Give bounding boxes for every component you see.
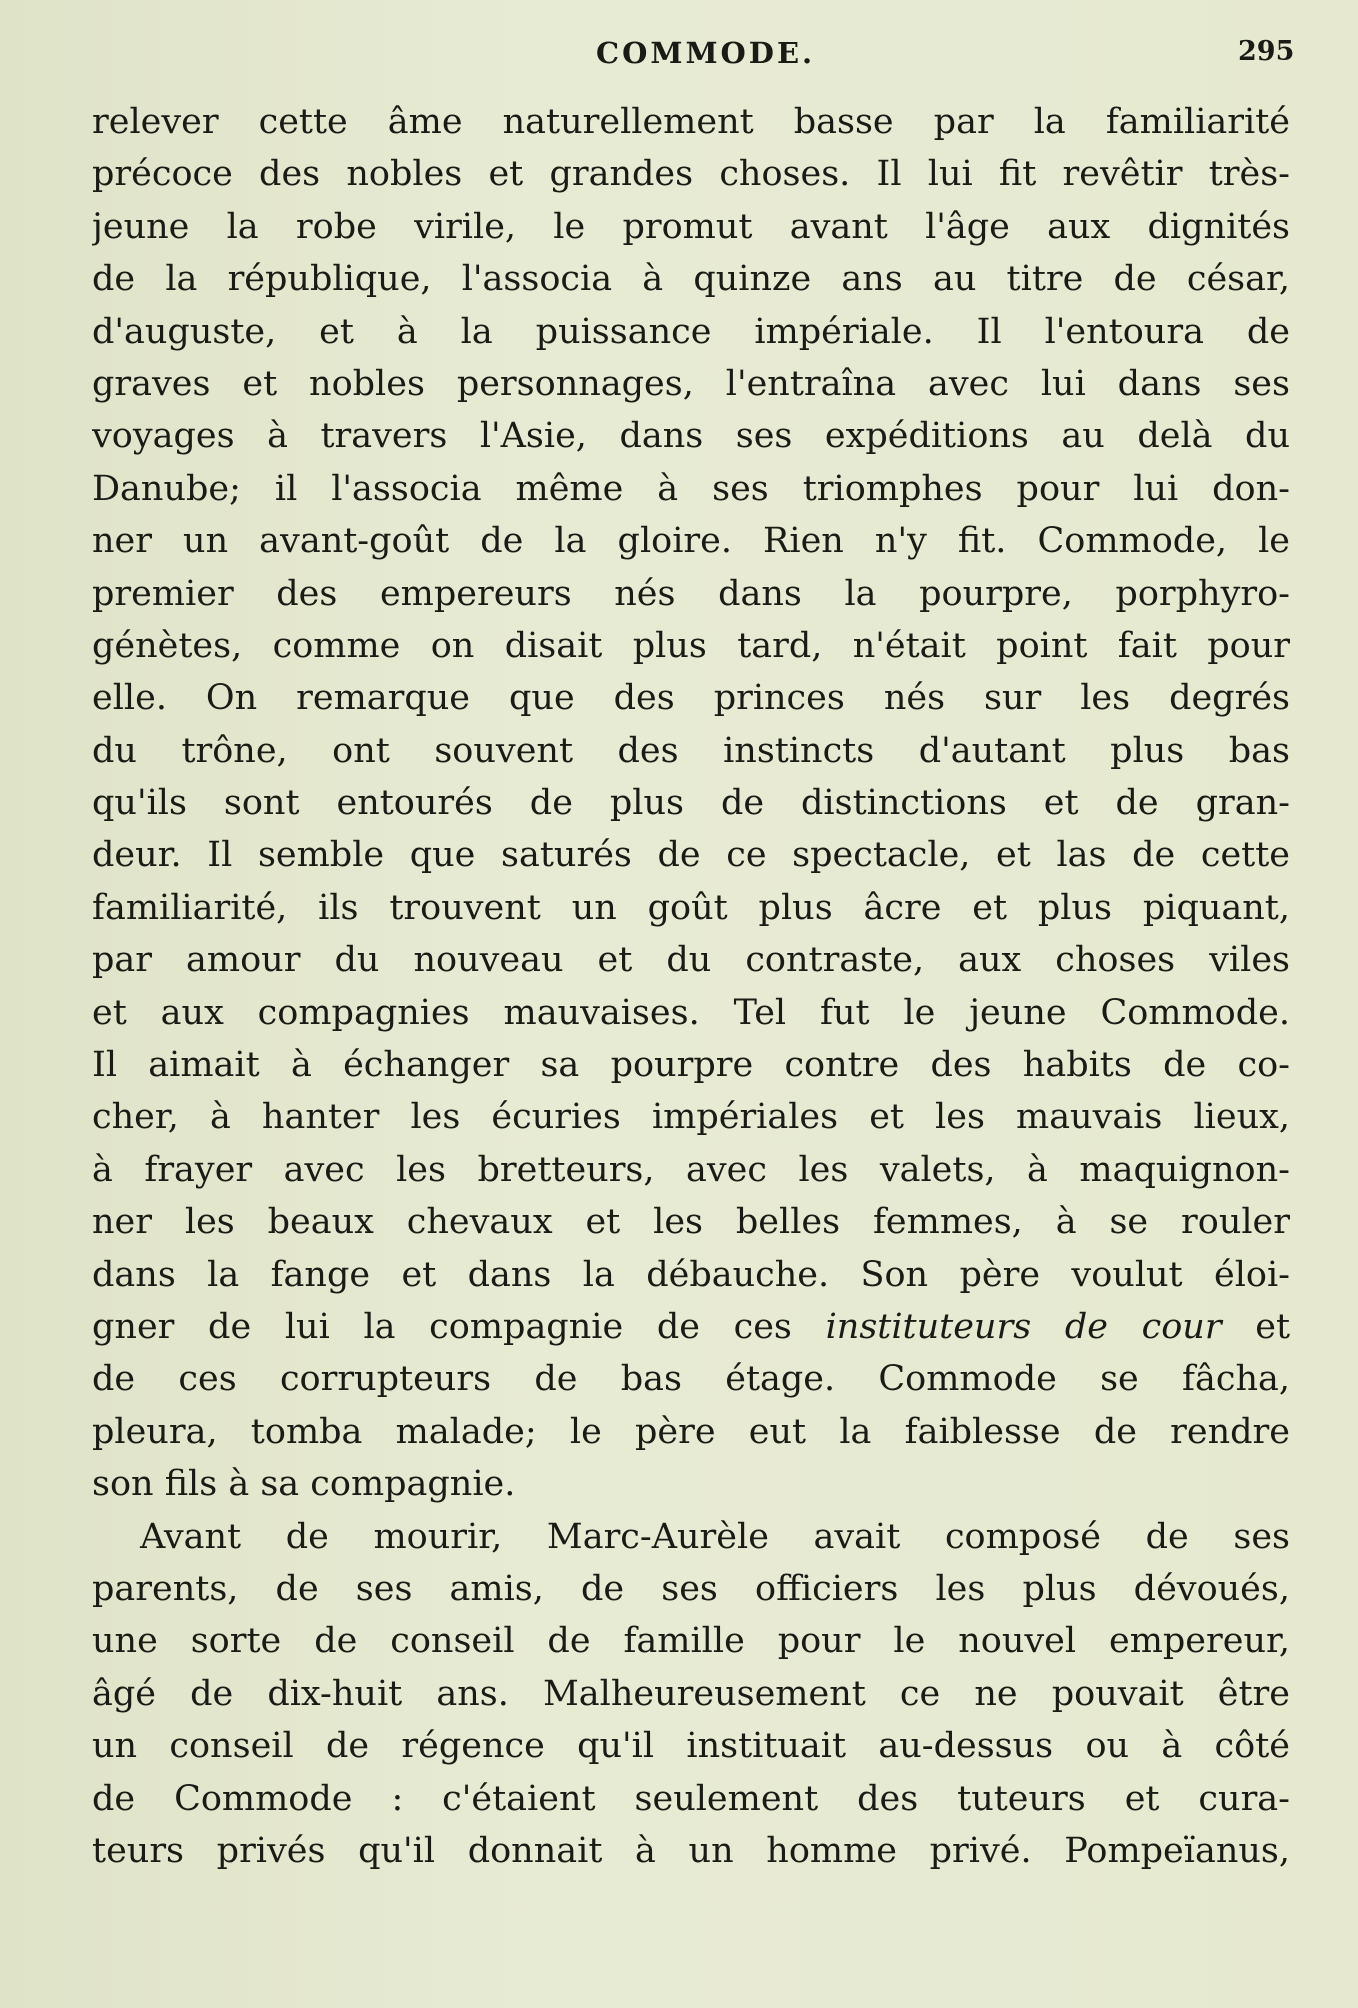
italic-phrase: instituteurs de cour — [825, 1306, 1222, 1347]
text-line: de Commode : c'étaient seulement des tuteurs et cura- — [92, 1778, 1290, 1819]
text-line: teurs privés qu'il donnait à un homme privé. Pompeïanus, — [92, 1830, 1290, 1871]
text-line: ner les beaux chevaux et les belles femmes, à se rouler — [92, 1202, 1290, 1243]
page-number: 295 — [1238, 36, 1295, 67]
text-line: de ces corrupteurs de bas étage. Commode se fâcha, — [92, 1359, 1290, 1400]
text-line: dans la fange et dans la débauche. Son père voulut éloi- — [92, 1254, 1290, 1295]
body-text — [92, 96, 1290, 1877]
text-line: à frayer avec les bretteurs, avec les valets, à maquignon- — [92, 1149, 1290, 1190]
text-line: deur. Il semble que saturés de ce spectacle, et las de cette — [92, 835, 1290, 876]
text-line: et aux compagnies mauvaises. Tel fut le jeune Commode. — [92, 992, 1290, 1033]
text-line: jeune la robe virile, le promut avant l'âge aux dignités — [92, 206, 1290, 247]
text-line: par amour du nouveau et du contraste, aux choses viles — [92, 940, 1290, 981]
text-line-with-italic — [92, 1301, 1290, 1353]
line-segment: gner de lui la compagnie de ces — [92, 1306, 826, 1347]
text-line: qu'ils sont entourés de plus de distinctions et de gran- — [92, 783, 1290, 824]
text-line: une sorte de conseil de famille pour le nouvel empereur, — [92, 1621, 1290, 1662]
text-line: Danube; il l'associa même à ses triomphes pour lui don- — [92, 468, 1290, 509]
text-line: de la république, l'associa à quinze ans au titre de césar, — [92, 259, 1290, 300]
text-line: âgé de dix-huit ans. Malheureusement ce ne pouvait être — [92, 1673, 1290, 1714]
text-line: du trône, ont souvent des instincts d'autant plus bas — [92, 730, 1290, 771]
text-line: elle. On remarque que des princes nés sur les degrés — [92, 678, 1290, 719]
running-head — [0, 36, 1358, 76]
text-line: familiarité, ils trouvent un goût plus âcre et plus piquant, — [92, 887, 1290, 928]
line-segment: et — [1221, 1306, 1290, 1347]
paragraph-first-line: Avant de mourir, Marc-Aurèle avait composé de ses — [140, 1516, 1290, 1557]
text-line: voyages à travers l'Asie, dans ses expéditions au delà du — [92, 416, 1290, 457]
text-line: génètes, comme on disait plus tard, n'était point fait pour — [92, 625, 1290, 666]
text-line: un conseil de régence qu'il instituait au-dessus ou à côté — [92, 1726, 1290, 1767]
text-line: d'auguste, et à la puissance impériale. Il l'entoura de — [92, 311, 1290, 352]
text-line: relever cette âme naturellement basse par la familiarité — [92, 102, 1290, 142]
text-line: parents, de ses amis, de ses officiers les plus dévoués, — [92, 1568, 1290, 1609]
text-line: pleura, tomba malade; le père eut la faiblesse de rendre — [92, 1411, 1290, 1452]
text-line: précoce des nobles et grandes choses. Il lui fit revêtir très- — [92, 154, 1290, 195]
paragraph-last-line: son fils à sa compagnie. — [92, 1464, 516, 1505]
text-line: graves et nobles personnages, l'entraîna avec lui dans ses — [92, 363, 1290, 404]
text-line: Il aimait à échanger sa pourpre contre des habits de co- — [92, 1045, 1290, 1086]
text-line: ner un avant-goût de la gloire. Rien n'y fit. Commode, le — [92, 521, 1290, 562]
text-line: cher, à hanter les écuries impériales et les mauvais lieux, — [92, 1097, 1290, 1138]
text-line: premier des empereurs nés dans la pourpre, porphyro- — [92, 573, 1290, 614]
running-title: COMMODE. — [596, 36, 816, 70]
